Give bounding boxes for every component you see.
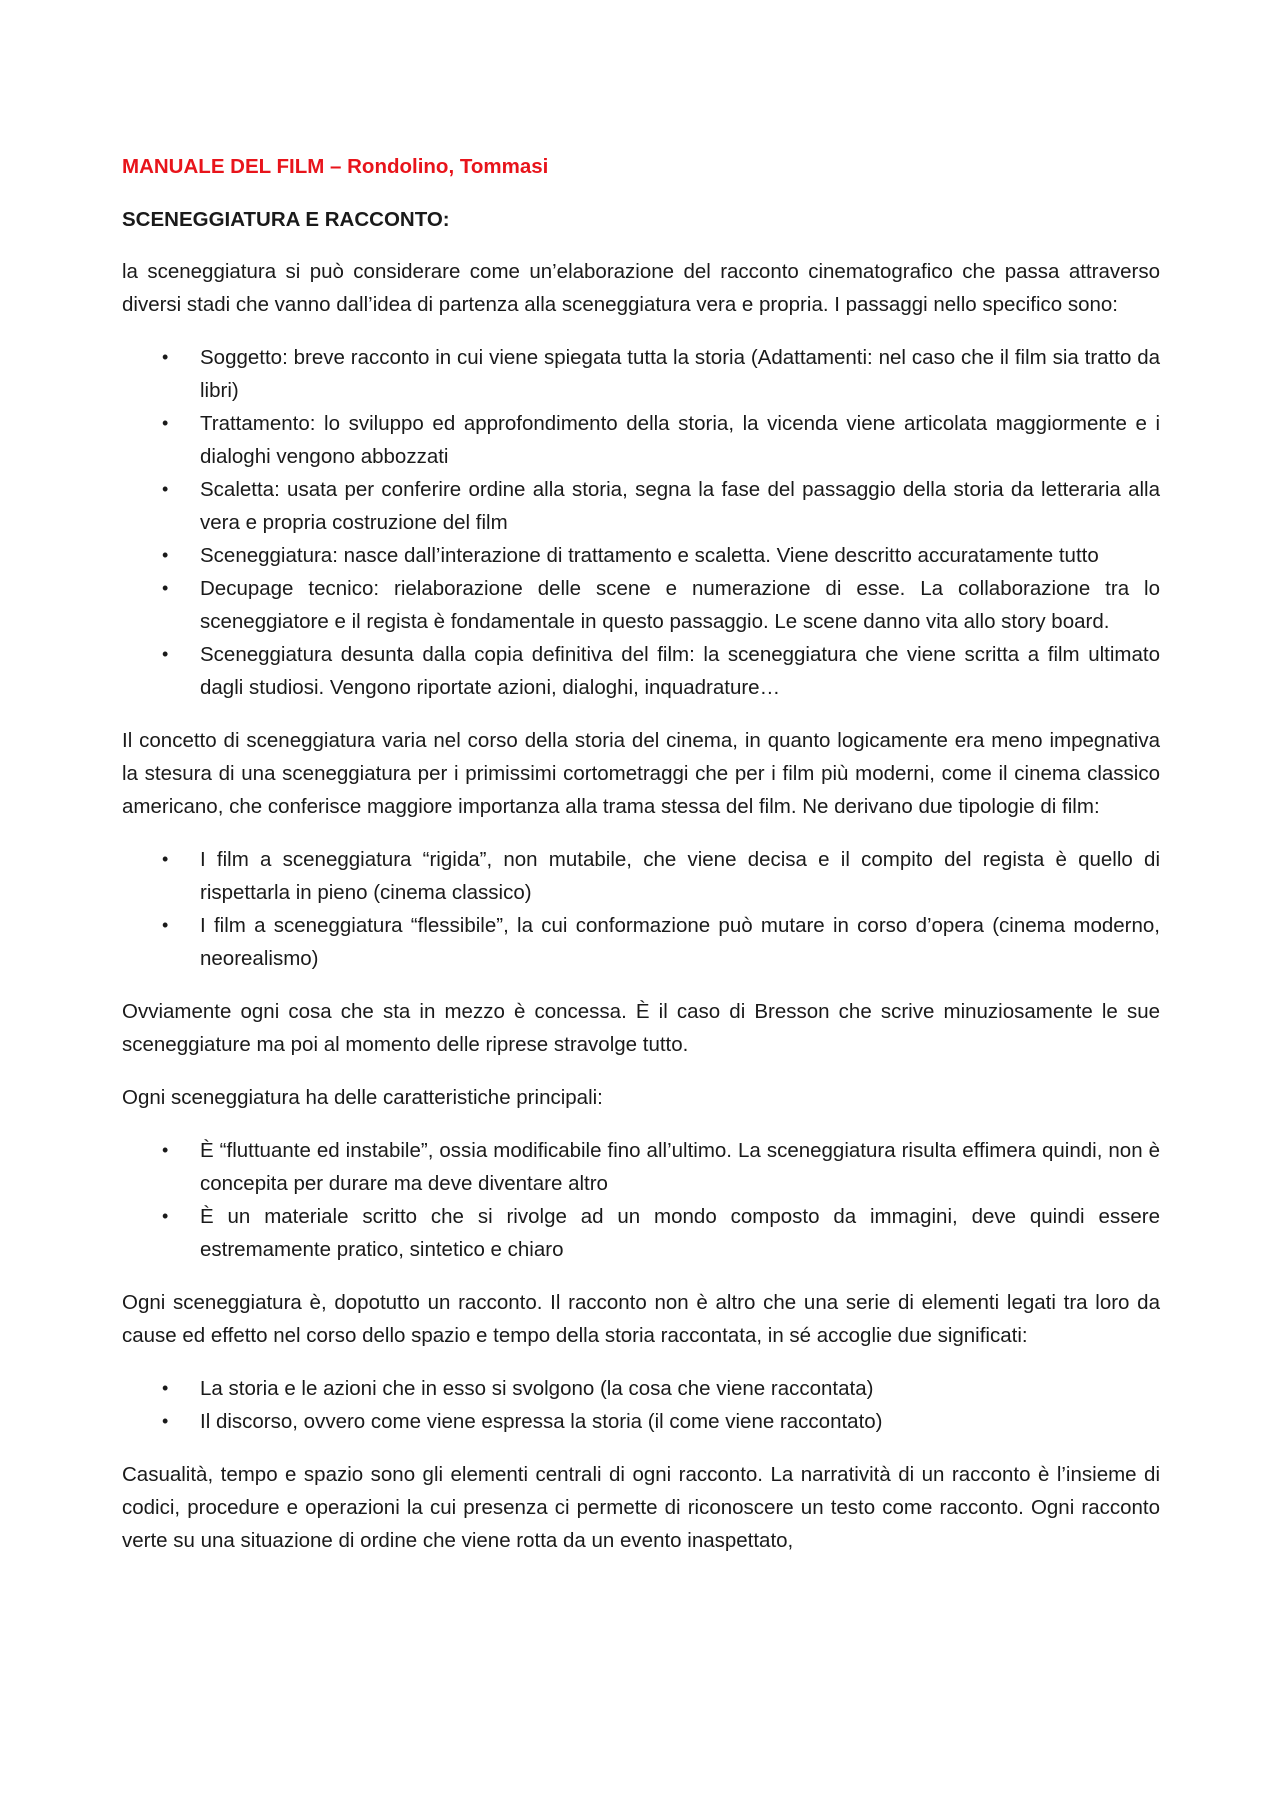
list-item-text: Soggetto: breve racconto in cui viene spiegata tutta la storia (Adattamenti: nel caso che il film sia tratto da libri) (200, 346, 1160, 402)
list-film-types (122, 843, 1160, 975)
list-item (122, 638, 1160, 704)
list-item (122, 473, 1160, 539)
list-item (122, 1405, 1160, 1438)
list-item-text: È un materiale scritto che si rivolge ad un mondo composto da immagini, deve quindi essere estremamente pratico, sintetico e chiaro (200, 1205, 1160, 1261)
paragraph-concept: Il concetto di sceneggiatura varia nel corso della storia del cinema, in quanto logicamente era meno impegnativa la stesura di una sceneggiatura per i primissimi cortometraggi che per i film più moderni, come il cinema classico americano, che conferisce maggiore importanza alla trama stessa del film. Ne derivano due tipologie di film: (122, 729, 1160, 818)
list-item-text: Sceneggiatura: nasce dall’interazione di trattamento e scaletta. Viene descritto accuratamente tutto (200, 544, 1099, 567)
bullet-icon: • (162, 1378, 169, 1398)
list-item-text: I film a sceneggiatura “flessibile”, la cui conformazione può mutare in corso d’opera (cinema moderno, neorealismo) (200, 914, 1160, 970)
bullet-icon: • (162, 1140, 169, 1160)
list-item-text: Il discorso, ovvero come viene espressa la storia (il come viene raccontato) (200, 1410, 883, 1433)
list-item-text: Trattamento: lo sviluppo ed approfondimento della storia, la vicenda viene articolata maggiormente e i dialoghi vengono abbozzati (200, 412, 1160, 468)
list-meanings (122, 1372, 1160, 1438)
list-item (122, 539, 1160, 572)
paragraph-characteristics: Ogni sceneggiatura ha delle caratteristiche principali: (122, 1086, 603, 1109)
list-item-text: Decupage tecnico: rielaborazione delle scene e numerazione di esse. La collaborazione tra lo sceneggiatore e il regista è fondamentale in questo passaggio. Le scene danno vita allo story board. (200, 577, 1160, 633)
bullet-icon: • (162, 413, 169, 433)
bullet-icon: • (162, 479, 169, 499)
list-item (122, 341, 1160, 407)
bullet-icon: • (162, 545, 169, 565)
list-item-text: Sceneggiatura desunta dalla copia definitiva del film: la sceneggiatura che viene scritta a film ultimato dagli studiosi. Vengono riportate azioni, dialoghi, inquadrature… (200, 643, 1160, 699)
list-characteristics (122, 1134, 1160, 1266)
list-item (122, 909, 1160, 975)
paragraph-bresson: Ovviamente ogni cosa che sta in mezzo è concessa. È il caso di Bresson che scrive minuziosamente le sue sceneggiature ma poi al momento delle riprese stravolge tutto. (122, 1000, 1160, 1056)
list-item-text: La storia e le azioni che in esso si svolgono (la cosa che viene raccontata) (200, 1377, 874, 1400)
paragraph-intro: la sceneggiatura si può considerare come un’elaborazione del racconto cinematografico che passa attraverso diversi stadi che vanno dall’idea di partenza alla sceneggiatura vera e propria. I passaggi nello specifico sono: (122, 260, 1160, 316)
list-item (122, 407, 1160, 473)
bullet-icon: • (162, 1411, 169, 1431)
list-item-text: È “fluttuante ed instabile”, ossia modificabile fino all’ultimo. La sceneggiatura risulta effimera quindi, non è concepita per durare ma deve diventare altro (200, 1139, 1160, 1195)
bullet-icon: • (162, 849, 169, 869)
list-item (122, 1134, 1160, 1200)
bullet-icon: • (162, 347, 169, 367)
bullet-icon: • (162, 578, 169, 598)
list-item (122, 1200, 1160, 1266)
list-item (122, 843, 1160, 909)
paragraph-story: Ogni sceneggiatura è, dopotutto un racconto. Il racconto non è altro che una serie di elementi legati tra loro da cause ed effetto nel corso dello spazio e tempo della storia raccontata, in sé accoglie due significati: (122, 1291, 1160, 1347)
bullet-icon: • (162, 915, 169, 935)
list-item (122, 1372, 1160, 1405)
paragraph-narrative: Casualità, tempo e spazio sono gli elementi centrali di ogni racconto. La narratività di un racconto è l’insieme di codici, procedure e operazioni la cui presenza ci permette di riconoscere un testo come racconto. Ogni racconto verte su una situazione di ordine che viene rotta da un evento inaspettato, (122, 1463, 1160, 1552)
bullet-icon: • (162, 1206, 169, 1226)
list-item (122, 572, 1160, 638)
section-heading: SCENEGGIATURA E RACCONTO: (122, 208, 450, 231)
document-title: MANUALE DEL FILM – Rondolino, Tommasi (122, 155, 549, 178)
list-item-text: I film a sceneggiatura “rigida”, non mutabile, che viene decisa e il compito del regista è quello di rispettarla in pieno (cinema classico) (200, 848, 1160, 904)
bullet-icon: • (162, 644, 169, 664)
list-screenplay-stages (122, 341, 1160, 704)
list-item-text: Scaletta: usata per conferire ordine alla storia, segna la fase del passaggio della storia da letteraria alla vera e propria costruzione del film (200, 478, 1160, 534)
